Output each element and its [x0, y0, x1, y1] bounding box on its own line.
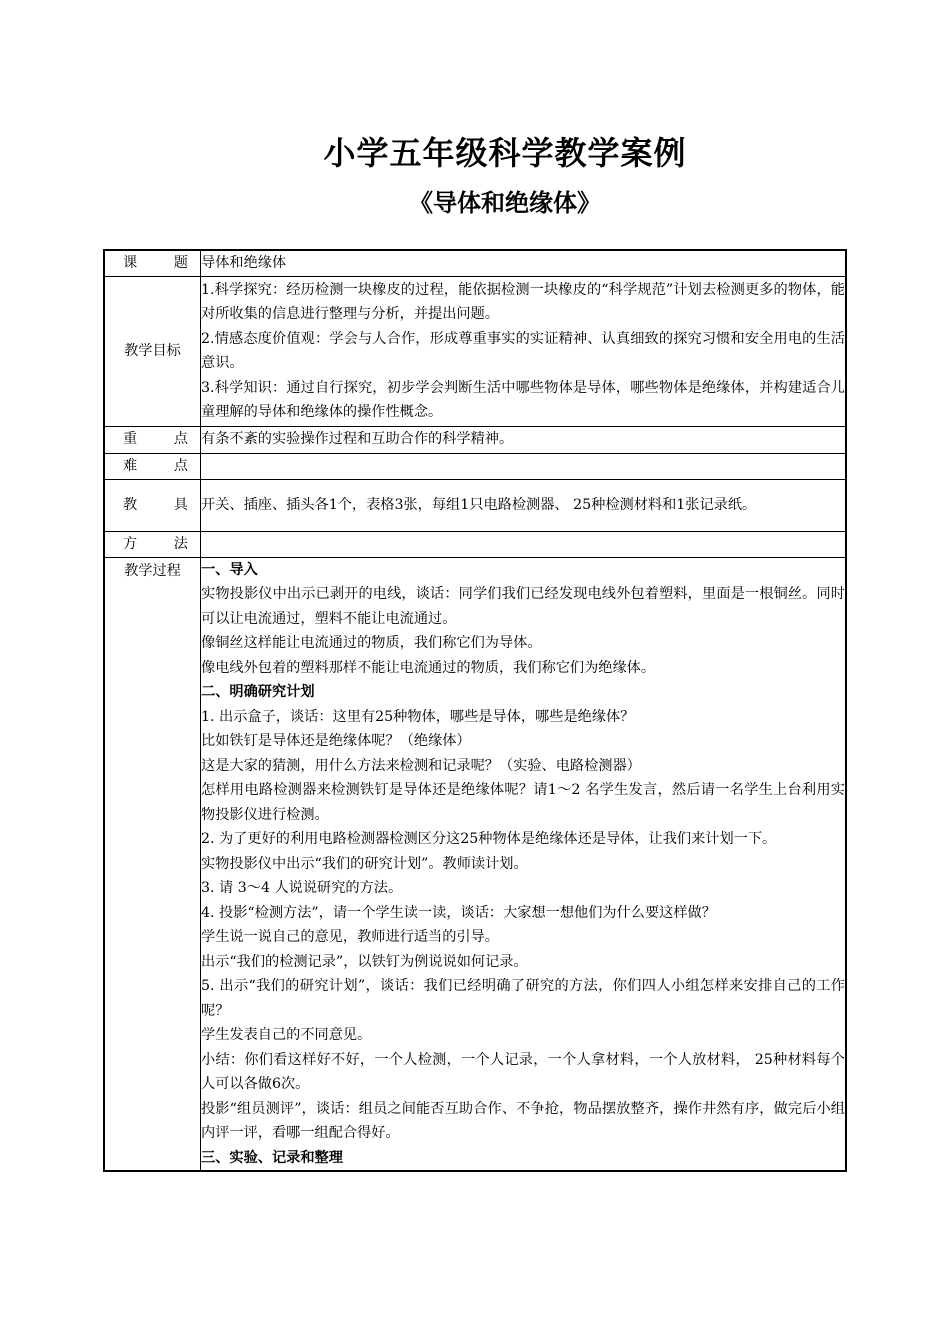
process-line: 像电线外包着的塑料那样不能让电流通过的物质，我们称它们为绝缘体。 — [201, 659, 656, 676]
difficulty-row — [104, 453, 846, 479]
process-line: 像铜丝这样能让电流通过的物质，我们称它们为导体。 — [201, 635, 542, 651]
goal-item: 3.科学知识：通过自行探究，初步学会判断生活中哪些物体是导体，哪些物体是绝缘体，并构建适合儿童理解的导体和绝缘体的操作性概念。 — [201, 379, 845, 420]
method-value — [201, 531, 847, 557]
goals-label: 教学目标 — [104, 276, 201, 426]
process-heading: 三、实验、记录和整理 — [201, 1149, 343, 1166]
difficulty-label-char-1: 难 — [123, 457, 138, 474]
goal-item: 2.情感态度价值观：学会与人合作，形成尊重事实的实证精神、认真细致的探究习惯和安全用电的生活意识。 — [201, 330, 845, 371]
method-row — [104, 531, 846, 557]
method-label — [104, 531, 201, 557]
goal-item: 1.科学探究：经历检测一块橡皮的过程，能依据检测一块橡皮的“科学规范”计划去检测更多的物体，能对所收集的信息进行整理与分析，并提出问题。 — [201, 281, 845, 322]
process-line: 怎样用电路检测器来检测铁钉是导体还是绝缘体呢？请1～2 名学生发言，然后请一名学生上台利用实物投影仪进行检测。 — [201, 782, 845, 823]
goals-content — [201, 276, 847, 426]
process-line: 1. 出示盒子，谈话：这里有25种物体，哪些是导体，哪些是绝缘体？ — [201, 708, 635, 725]
key-point-label-char-1: 重 — [123, 431, 138, 448]
method-label-char-1: 方 — [123, 535, 138, 552]
key-point-row — [104, 426, 846, 453]
process-line: 学生发表自己的不同意见。 — [201, 1027, 372, 1043]
goals-row — [104, 276, 846, 426]
key-point-value: 有条不紊的实验操作过程和互助合作的科学精神。 — [201, 426, 847, 453]
difficulty-label-char-2: 点 — [173, 457, 188, 474]
difficulty-label — [104, 453, 201, 479]
process-row — [104, 557, 846, 1171]
process-line: 这是大家的猜测，用什么方法来检测和记录呢？（实验、电路检测器） — [201, 757, 641, 774]
topic-label-char-1: 课 — [123, 255, 138, 271]
process-line: 3. 请 3～4 人说说研究的方法。 — [201, 880, 403, 896]
process-heading: 二、明确研究计划 — [201, 684, 315, 700]
topic-row — [104, 250, 846, 276]
process-line: 4. 投影“检测方法”，请一个学生读一读，谈话：大家想一想他们为什么要这样做？ — [201, 904, 716, 921]
process-content — [201, 557, 847, 1171]
process-line: 学生说一说自己的意见，教师进行适当的引导。 — [201, 929, 499, 945]
process-line: 出示“我们的检测记录”，以铁钉为例说说如何记录。 — [201, 953, 528, 970]
key-point-label-char-2: 点 — [173, 431, 188, 448]
teaching-aids-row — [104, 479, 846, 531]
teaching-aids-value: 开关、插座、插头各1个，表格3张，每组1只电路检测器、 25种检测材料和1张记录纸。 — [201, 479, 847, 531]
process-line: 小结：你们看这样好不好，一个人检测，一个人记录，一个人拿材料，一个人放材料， 25种材料每个人可以各做6次。 — [201, 1051, 845, 1092]
difficulty-value — [201, 453, 847, 479]
process-line: 投影“组员测评”，谈话：组员之间能否互助合作、不争抢，物品摆放整齐，操作井然有序，做完后小组内评一评，看哪一组配合得好。 — [201, 1100, 845, 1141]
process-line: 比如铁钉是导体还是绝缘体呢？（绝缘体） — [201, 733, 471, 749]
teaching-aids-label-char-1: 教 — [123, 496, 138, 513]
process-label: 教学过程 — [104, 557, 201, 1171]
teaching-aids-label-char-2: 具 — [173, 496, 188, 513]
process-line: 实物投影仪中出示“我们的研究计划”。教师读计划。 — [201, 855, 528, 872]
topic-value: 导体和绝缘体 — [201, 250, 847, 276]
process-heading: 一、导入 — [201, 561, 258, 578]
method-label-char-2: 法 — [173, 535, 188, 552]
topic-label-char-2: 题 — [173, 255, 188, 271]
page-title: 小学五年级科学教学案例 — [323, 134, 687, 172]
process-line: 5. 出示“我们的研究计划”，谈话：我们已经明确了研究的方法，你们四人小组怎样来安排自己的工作呢？ — [201, 978, 845, 1019]
key-point-label — [104, 426, 201, 453]
process-line: 实物投影仪中出示已剥开的电线，谈话：同学们我们已经发现电线外包着塑料，里面是一根铜丝。同时可以让电流通过，塑料不能让电流通过。 — [201, 586, 845, 627]
topic-label — [104, 250, 201, 276]
teaching-aids-label — [104, 479, 201, 531]
process-line: 2. 为了更好的利用电路检测器检测区分这25种物体是绝缘体还是导体，让我们来计划一下。 — [201, 831, 777, 847]
page-subtitle: 《导体和绝缘体》 — [409, 189, 601, 217]
lesson-plan-table — [103, 249, 847, 1172]
